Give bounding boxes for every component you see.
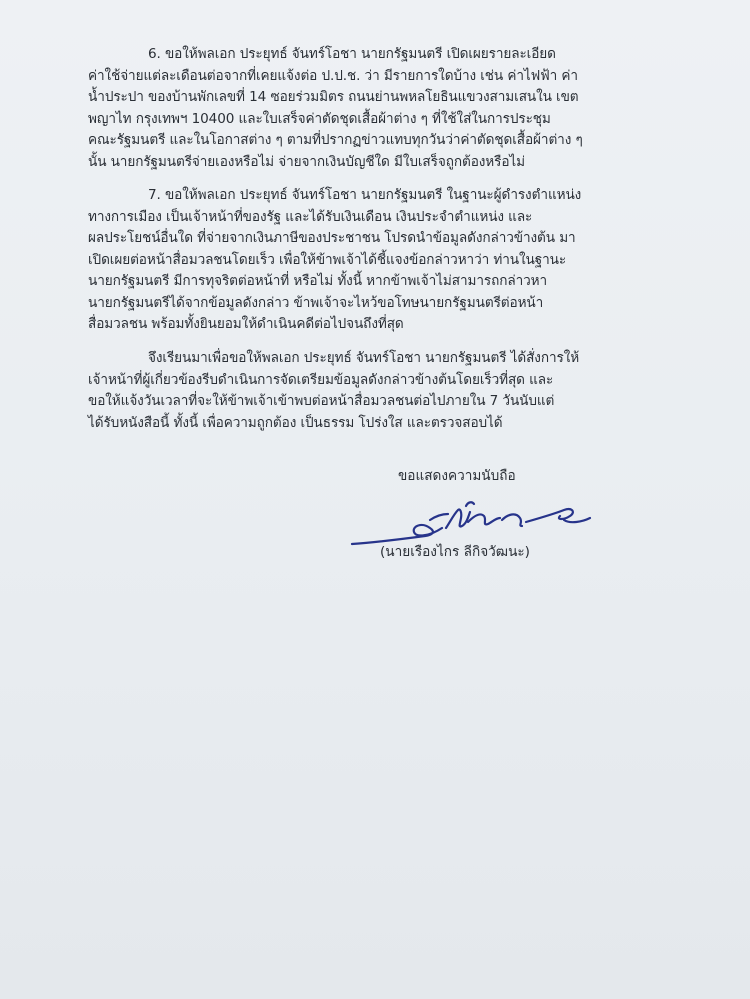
closing-salutation: ขอแสดงความนับถือ [398, 468, 516, 484]
paragraph-line: น้ำประปา ของบ้านพักเลขที่ 14 ซอยร่วมมิตร ถนนย่านพหลโยธินแขวงสามเสนใน เขต [88, 89, 579, 105]
paragraph-line: พญาไท กรุงเทพฯ 10400 และใบเสร็จค่าตัดชุดเสื้อผ้าต่าง ๆ ที่ใช้ใส่ในการประชุม [88, 110, 551, 127]
paragraph-6 [88, 44, 678, 173]
paragraph-line: 7. ขอให้พลเอก ประยุทธ์ จันทร์โอชา นายกรัฐมนตรี ในฐานะผู้ดำรงตำแหน่ง [148, 187, 582, 203]
paragraph-line: เปิดเผยต่อหน้าสื่อมวลชนโดยเร็ว เพื่อให้ข้าพเจ้าได้ชี้แจงข้อกล่าวหาว่า ท่านในฐานะ [88, 251, 567, 268]
paragraph-line: ได้รับหนังสือนี้ ทั้งนี้ เพื่อความถูกต้อง เป็นธรรม โปร่งใส และตรวจสอบได้ [88, 414, 503, 431]
paragraph-line: ขอให้แจ้งวันเวลาที่จะให้ข้าพเจ้าเข้าพบต่อหน้าสื่อมวลชนต่อไปภายใน 7 วันนับแต่ [88, 393, 555, 409]
paragraph-line: จึงเรียนมาเพื่อขอให้พลเอก ประยุทธ์ จันทร์โอชา นายกรัฐมนตรี ได้สั่งการให้ [148, 350, 580, 366]
paragraph-line: ทางการเมือง เป็นเจ้าหน้าที่ของรัฐ และได้รับเงินเดือน เงินประจำตำแหน่ง และ [88, 208, 533, 225]
paragraph-line: คณะรัฐมนตรี และในโอกาสต่าง ๆ ตามที่ปรากฏข่าวแทบทุกวันว่าค่าตัดชุดเสื้อผ้าต่าง ๆ [88, 132, 583, 148]
paragraph-line: นั้น นายกรัฐมนตรีจ่ายเองหรือไม่ จ่ายจากเงินบัญชีใด มีใบเสร็จถูกต้องหรือไม่ [88, 153, 526, 170]
signer-name: (นายเรืองไกร ลีกิจวัฒนะ) [380, 544, 530, 560]
paragraph-line: ค่าใช้จ่ายแต่ละเดือนต่อจากที่เคยแจ้งต่อ ป.ป.ช. ว่า มีรายการใดบ้าง เช่น ค่าไฟฟ้า ค่า [88, 67, 578, 84]
paragraph-line: 6. ขอให้พลเอก ประยุทธ์ จันทร์โอชา นายกรัฐมนตรี เปิดเผยรายละเอียด [148, 46, 556, 62]
paragraph-line: เจ้าหน้าที่ผู้เกี่ยวข้องรีบดำเนินการจัดเตรียมข้อมูลดังกล่าวข้างต้นโดยเร็วที่สุด และ [88, 371, 554, 388]
paragraph-line: นายกรัฐมนตรี มีการทุจริตต่อหน้าที่ หรือไม่ ทั้งนี้ หากข้าพเจ้าไม่สามารถกล่าวหา [88, 273, 548, 289]
request-paragraph [88, 348, 678, 434]
paragraph-line: สื่อมวลชน พร้อมทั้งยินยอมให้ดำเนินคดีต่อไปจนถึงที่สุด [88, 316, 404, 332]
paragraph-7 [88, 185, 678, 336]
paragraph-line: ผลประโยชน์อื่นใด ที่จ่ายจากเงินภาษีของประชาชน โปรดนำข้อมูลดังกล่าวข้างต้น มา [88, 230, 576, 246]
paragraph-line: นายกรัฐมนตรีได้จากข้อมูลดังกล่าว ข้าพเจ้าจะไหว้ขอโทษนายกรัฐมนตรีต่อหน้า [88, 294, 544, 311]
